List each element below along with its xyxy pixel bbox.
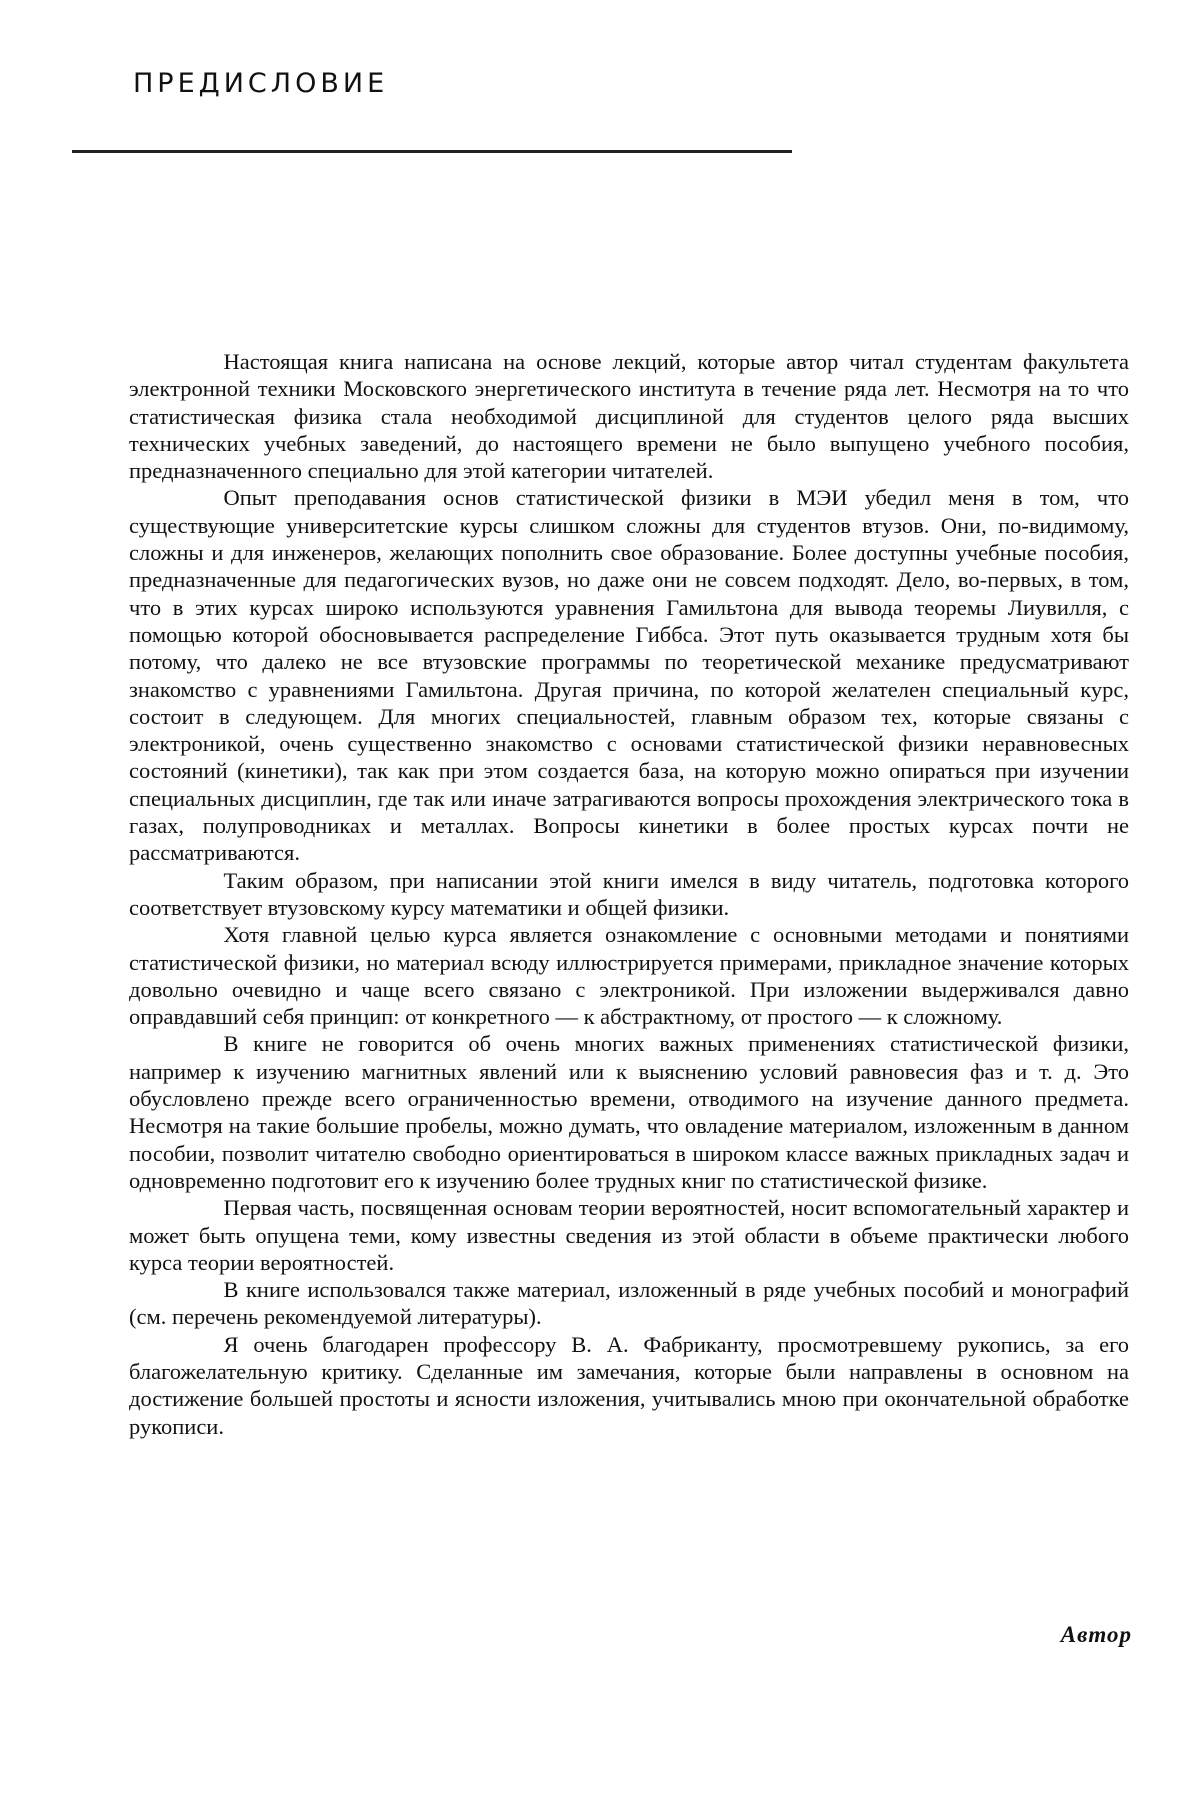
paragraph: Опыт преподавания основ статистической физики в МЭИ убедил меня в том, что существующие университетские курсы слишком сложны для студентов втузов. Они, по-видимому, сложны и для инженеров, желающих пополнить свое образование. Более доступны учебные пособия, предназначенные для педагогических вузов, но даже они не совсем подходят. Дело, во-первых, в том, что в этих курсах широко используются уравнения Гамильтона для вывода теоремы Лиувилля, с помощью которой обосновывается распределение Гиббса. Этот путь оказывается трудным хотя бы потому, что далеко не все втузовские программы по теоретической механике предусматривают знакомство с уравнениями Гамильтона. Другая причина, по которой желателен специальный курс, состоит в следующем. Для многих специальностей, главным образом тех, которые связаны с электроникой, очень существенно знакомство с основами статистической физики неравновесных состояний (кинетики), так как при этом создается база, на которую можно опираться при изучении специальных дисциплин, где так или иначе затрагиваются вопросы прохождения электрического тока в газах, полупроводниках и металлах. Вопросы кинетики в более простых курсах почти не рассматриваются. (129, 485, 1129, 866)
paragraph: Хотя главной целью курса является ознакомление с основными методами и понятиями статистической физики, но материал всюду иллюстрируется примерами, прикладное значение которых довольно очевидно и чаще всего связано с электроникой. При изложении выдерживался давно оправдавший себя принцип: от конкретного — к абстрактному, от простого — к сложному. (129, 922, 1129, 1030)
paragraph: Настоящая книга написана на основе лекций, которые автор читал студентам факультета электронной техники Московского энергетического института в течение ряда лет. Несмотря на то что статистическая физика стала необходимой дисциплиной для студентов целого ряда высших технических учебных заведений, до настоящего времени не было выпущено учебного пособия, предназначенного специально для этой категории читателей. (129, 349, 1129, 484)
author-signature: Автор (1060, 1622, 1132, 1647)
page-title: ПРЕДИСЛОВИЕ (133, 68, 389, 99)
preface-body (129, 348, 1129, 1440)
paragraph: В книге не говорится об очень многих важных применениях статистической физики, например к изучению магнитных явлений или к выяснению условий равновесия фаз и т. д. Это обусловлено прежде всего ограниченностью времени, отводимого на изучение данного предмета. Несмотря на такие большие пробелы, можно думать, что овладение материалом, изложенным в данном пособии, позволит читателю свободно ориентироваться в широком классе важных прикладных задач и одновременно подготовит его к изучению более трудных книг по статистической физике. (129, 1031, 1129, 1193)
paragraph: Я очень благодарен профессору В. А. Фабриканту, просмотревшему рукопись, за его благожелательную критику. Сделанные им замечания, которые были направлены в основном на достижение большей простоты и ясности изложения, учитывались мною при окончательной обработке рукописи. (129, 1331, 1129, 1439)
paragraph: Первая часть, посвященная основам теории вероятностей, носит вспомогательный характер и может быть опущена теми, кому известны сведения из этой области в объеме практически любого курса теории вероятностей. (129, 1195, 1129, 1275)
title-divider (72, 150, 792, 153)
paragraph: Таким образом, при написании этой книги имелся в виду читатель, подготовка которого соответствует втузовскому курсу математики и общей физики. (129, 867, 1129, 920)
paragraph: В книге использовался также материал, изложенный в ряде учебных пособий и монографий (см. перечень рекомендуемой литературы). (129, 1277, 1129, 1330)
